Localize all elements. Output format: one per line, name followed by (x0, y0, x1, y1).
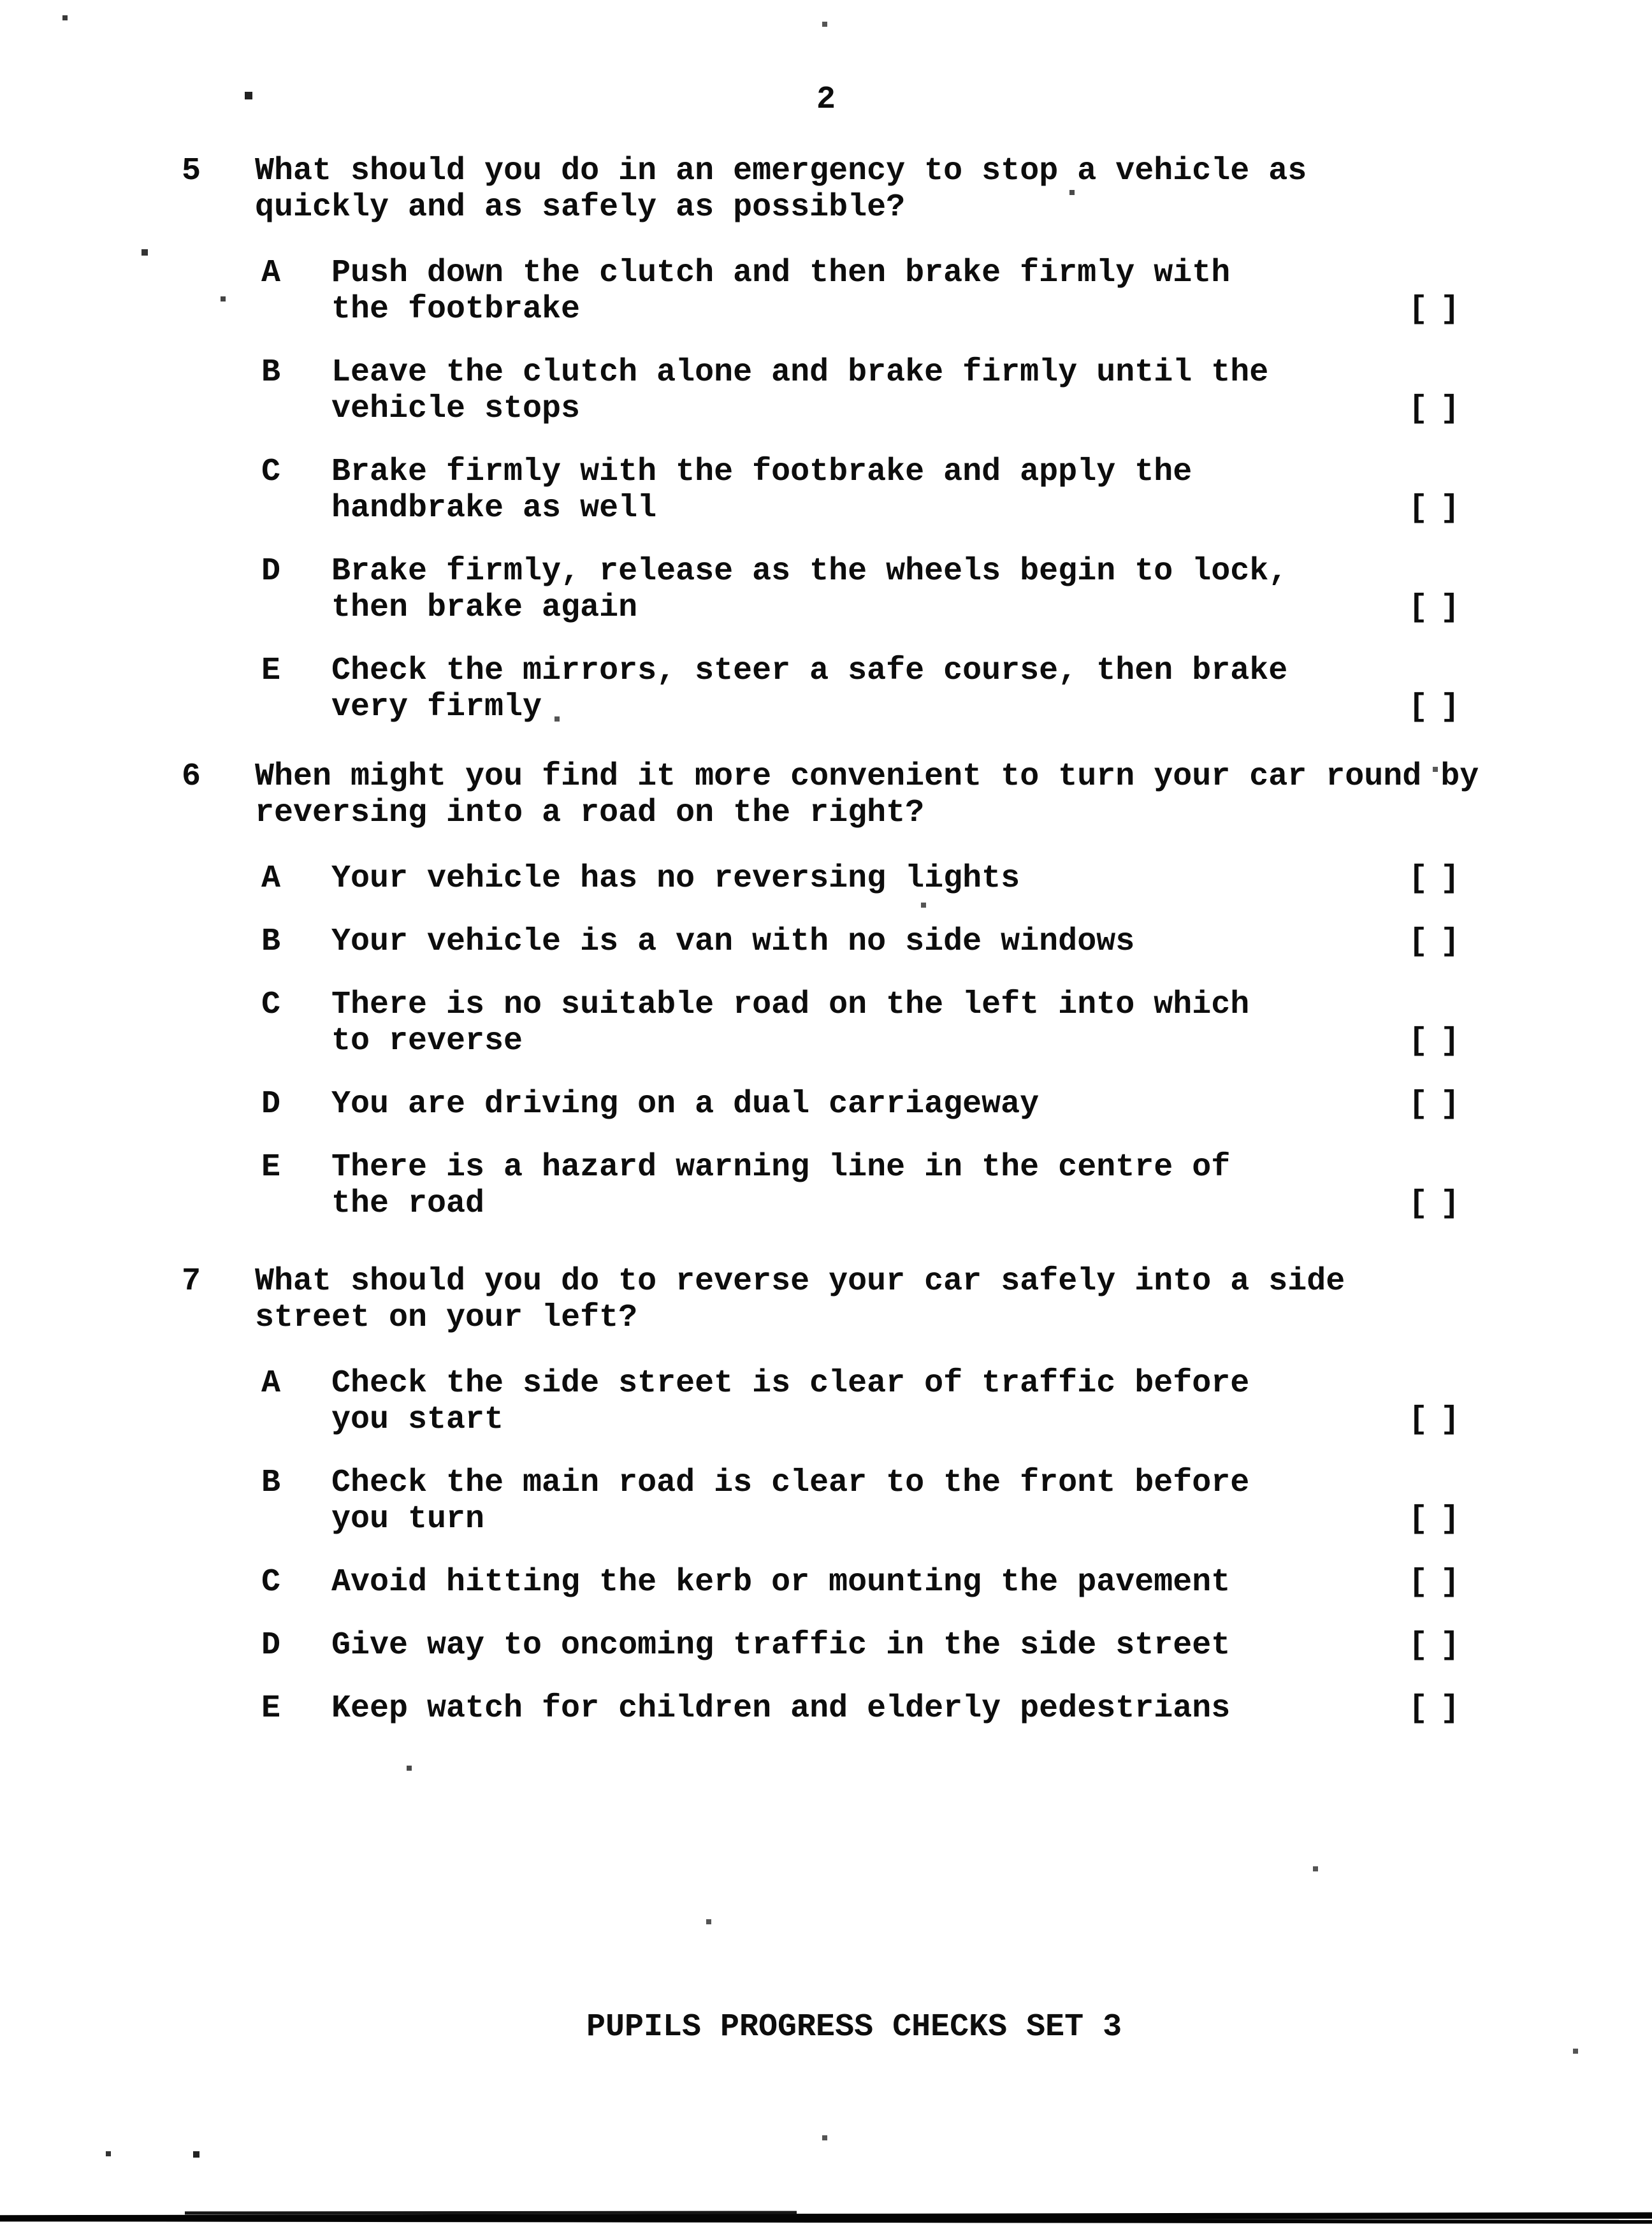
option-text (331, 354, 1409, 427)
question-6-heading (182, 759, 1479, 831)
answer-checkbox-7E[interactable] (1409, 1690, 1460, 1727)
option-5C (182, 454, 1463, 526)
option-letter: C (261, 454, 281, 490)
option-letter: A (261, 860, 281, 897)
answer-checkbox-7A[interactable] (1409, 1402, 1460, 1438)
option-text (331, 653, 1409, 725)
question-5 (182, 153, 1463, 725)
page-number: 2 (816, 82, 836, 118)
option-7E (182, 1690, 1463, 1727)
option-6D (182, 1086, 1463, 1122)
question-text (255, 1263, 1463, 1336)
answer-checkbox-6C[interactable] (1409, 1023, 1460, 1059)
answer-checkbox-7C[interactable] (1409, 1564, 1460, 1601)
bracket-open: [ (1409, 860, 1428, 897)
scan-specks (0, 0, 3, 3)
answer-checkbox-6A[interactable] (1409, 860, 1460, 897)
bracket-open: [ (1409, 1023, 1428, 1059)
answer-checkbox-5E[interactable] (1409, 689, 1460, 725)
option-text-line: to reverse (331, 1023, 523, 1059)
bracket-close: ] (1440, 590, 1460, 626)
option-text (331, 1564, 1409, 1601)
answer-checkbox-7D[interactable] (1409, 1627, 1460, 1664)
bracket-open: [ (1409, 1564, 1428, 1601)
bracket-close: ] (1440, 1186, 1460, 1222)
option-text (331, 255, 1409, 328)
option-text (331, 1627, 1409, 1664)
option-letter: D (261, 1086, 281, 1122)
answer-checkbox-6D[interactable] (1409, 1086, 1460, 1122)
option-text-line: Push down the clutch and then brake firmly with (331, 255, 1231, 291)
scan-artifact-bar (185, 2211, 797, 2215)
answer-checkbox-7B[interactable] (1409, 1501, 1460, 1537)
option-letter: C (261, 987, 281, 1023)
bracket-open: [ (1409, 689, 1428, 725)
option-text-line: Keep watch for children and elderly pedestrians (331, 1690, 1231, 1727)
answer-checkbox-5C[interactable] (1409, 490, 1460, 526)
option-letter: B (261, 1465, 281, 1501)
option-text-line: You are driving on a dual carriageway (331, 1086, 1040, 1122)
bracket-close: ] (1440, 391, 1460, 427)
option-letter: E (261, 653, 281, 689)
answer-checkbox-6B[interactable] (1409, 924, 1460, 960)
option-text (331, 1086, 1409, 1122)
question-text-line: What should you do to reverse your car safely into a side (255, 1263, 1345, 1300)
option-letter: E (261, 1149, 281, 1186)
option-5B (182, 354, 1463, 427)
bracket-close: ] (1440, 1501, 1460, 1537)
option-letter: D (261, 1627, 281, 1664)
option-6C (182, 987, 1463, 1059)
bracket-open: [ (1409, 490, 1428, 526)
bracket-close: ] (1440, 1023, 1460, 1059)
bracket-close: ] (1440, 1690, 1460, 1727)
option-7C (182, 1564, 1463, 1601)
option-text (331, 1365, 1409, 1438)
bracket-open: [ (1409, 1186, 1428, 1222)
option-letter: D (261, 553, 281, 590)
bracket-close: ] (1440, 490, 1460, 526)
option-text-line: Your vehicle is a van with no side windows (331, 924, 1135, 960)
footer-title: PUPILS PROGRESS CHECKS SET 3 (586, 2009, 1122, 2045)
bracket-close: ] (1440, 291, 1460, 328)
answer-checkbox-5A[interactable] (1409, 291, 1460, 328)
option-text-line: Give way to oncoming traffic in the side street (331, 1627, 1231, 1664)
option-text (331, 924, 1409, 960)
question-number: 5 (182, 153, 201, 189)
option-text (331, 860, 1409, 897)
option-letter: B (261, 924, 281, 960)
bracket-open: [ (1409, 1086, 1428, 1122)
question-5-heading (182, 153, 1463, 226)
option-text-line: handbrake as well (331, 490, 657, 526)
option-text-line: There is a hazard warning line in the centre of (331, 1149, 1231, 1186)
option-text-line: Check the mirrors, steer a safe course, then brake (331, 653, 1288, 689)
question-text-line: quickly and as safely as possible? (255, 189, 906, 226)
question-text-line: street on your left? (255, 1300, 638, 1336)
question-text (255, 153, 1463, 226)
option-text-line: Check the main road is clear to the front before (331, 1465, 1250, 1501)
option-5E (182, 653, 1463, 725)
bracket-open: [ (1409, 1402, 1428, 1438)
option-text-line: Check the side street is clear of traffic before (331, 1365, 1250, 1402)
option-7D (182, 1627, 1463, 1664)
option-6B (182, 924, 1463, 960)
bracket-open: [ (1409, 1627, 1428, 1664)
option-text (331, 987, 1409, 1059)
option-text-line: Brake firmly with the footbrake and apply the (331, 454, 1192, 490)
option-7B (182, 1465, 1463, 1537)
option-6A (182, 860, 1463, 897)
option-text (331, 454, 1409, 526)
option-text (331, 1690, 1409, 1727)
question-7-heading (182, 1263, 1463, 1336)
question-text (255, 759, 1479, 831)
bracket-close: ] (1440, 1086, 1460, 1122)
bracket-close: ] (1440, 689, 1460, 725)
answer-checkbox-6E[interactable] (1409, 1186, 1460, 1222)
option-text (331, 1465, 1409, 1537)
bracket-close: ] (1440, 924, 1460, 960)
bracket-open: [ (1409, 1501, 1428, 1537)
option-6E (182, 1149, 1463, 1222)
option-text-line: Avoid hitting the kerb or mounting the pavement (331, 1564, 1231, 1601)
answer-checkbox-5D[interactable] (1409, 590, 1460, 626)
option-text-line: the footbrake (331, 291, 581, 328)
option-text-line: you turn (331, 1501, 485, 1537)
option-text-line: Brake firmly, release as the wheels begin to lock, (331, 553, 1288, 590)
bracket-open: [ (1409, 1690, 1428, 1727)
option-text-line: There is no suitable road on the left into which (331, 987, 1250, 1023)
bracket-close: ] (1440, 1564, 1460, 1601)
option-letter: E (261, 1690, 281, 1727)
bracket-close: ] (1440, 860, 1460, 897)
bracket-open: [ (1409, 590, 1428, 626)
option-letter: A (261, 255, 281, 291)
option-text-line: very firmly (331, 689, 542, 725)
bracket-open: [ (1409, 391, 1428, 427)
option-text-line: then brake again (331, 590, 638, 626)
question-6 (182, 759, 1479, 1222)
question-number: 7 (182, 1263, 201, 1300)
question-text-line: When might you find it more convenient to turn your car round by (255, 759, 1479, 795)
bracket-close: ] (1440, 1627, 1460, 1664)
option-text (331, 1149, 1409, 1222)
option-text-line: Leave the clutch alone and brake firmly until the (331, 354, 1269, 391)
question-number: 6 (182, 759, 201, 795)
option-text (331, 553, 1409, 626)
option-letter: C (261, 1564, 281, 1601)
option-7A (182, 1365, 1463, 1438)
bracket-open: [ (1409, 924, 1428, 960)
option-text-line: the road (331, 1186, 485, 1222)
option-5D (182, 553, 1463, 626)
option-text-line: Your vehicle has no reversing lights (331, 860, 1020, 897)
option-letter: B (261, 354, 281, 391)
option-letter: A (261, 1365, 281, 1402)
question-text-line: reversing into a road on the right? (255, 795, 925, 831)
question-7 (182, 1263, 1463, 1727)
question-text-line: What should you do in an emergency to stop a vehicle as (255, 153, 1307, 189)
bracket-close: ] (1440, 1402, 1460, 1438)
option-text-line: vehicle stops (331, 391, 581, 427)
answer-checkbox-5B[interactable] (1409, 391, 1460, 427)
option-5A (182, 255, 1463, 328)
option-text-line: you start (331, 1402, 504, 1438)
bracket-open: [ (1409, 291, 1428, 328)
